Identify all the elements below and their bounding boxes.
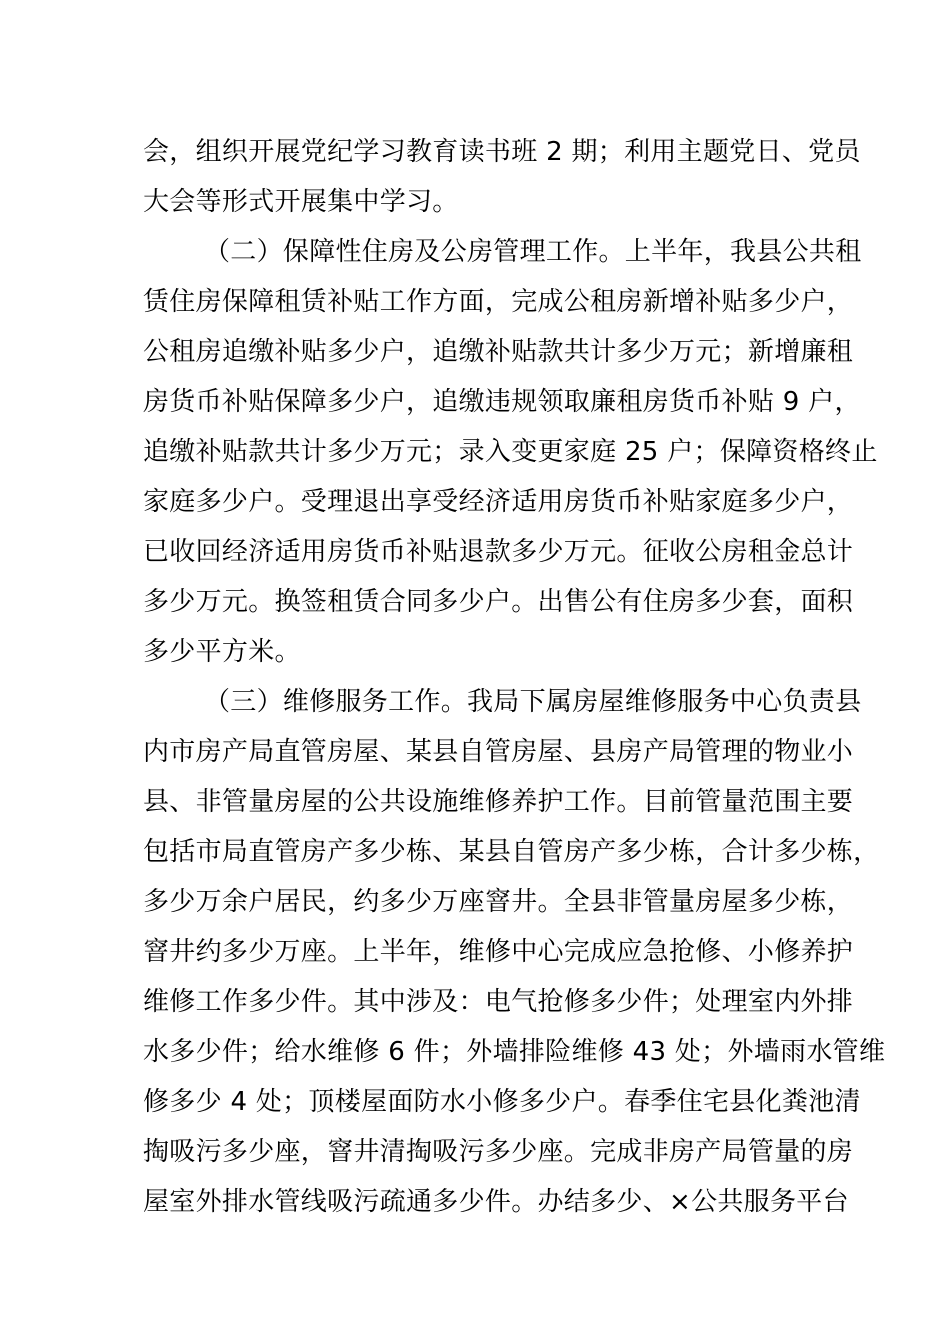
text-line: 追缴补贴款共计多少万元；录入变更家庭 25 户；保障资格终止 [143,437,878,467]
text-line: 修多少 4 处；顶楼屋面防水小修多少户。春季住宅县化粪池清 [143,1087,861,1117]
text-line: 大会等形式开展集中学习。 [143,187,459,217]
text-line: 会，组织开展党纪学习教育读书班 2 期；利用主题党日、党员 [143,137,861,167]
text-line: 多少万元。换签租赁合同多少户。出售公有住房多少套，面积 [143,587,854,617]
text-line: 多少万余户居民，约多少万座窨井。全县非管量房屋多少栋， [143,887,854,917]
text-line: 房货币补贴保障多少户，追缴违规领取廉租房货币补贴 9 户， [143,387,861,417]
section-heading-line: （二）保障性住房及公房管理工作。上半年，我县公共租 [204,237,862,267]
text-line: 水多少件；给水维修 6 件；外墙排险维修 43 处；外墙雨水管维 [143,1037,886,1067]
text-line: 屋室外排水管线吸污疏通多少件。办结多少、×公共服务平台 [143,1187,849,1217]
text-line: 维修工作多少件。其中涉及：电气抢修多少件；处理室内外排 [143,987,854,1017]
text-line: 家庭多少户。受理退出享受经济适用房货币补贴家庭多少户， [143,487,854,517]
text-line: 已收回经济适用房货币补贴退款多少万元。征收公房租金总计 [143,537,854,567]
text-line: 公租房追缴补贴多少户，追缴补贴款共计多少万元；新增廉租 [143,337,854,367]
text-line: 掏吸污多少座，窨井清掏吸污多少座。完成非房产局管量的房 [143,1137,854,1167]
text-line: 赁住房保障租赁补贴工作方面，完成公租房新增补贴多少户， [143,287,854,317]
text-line: 多少平方米。 [143,637,301,667]
text-line: 县、非管量房屋的公共设施维修养护工作。目前管量范围主要 [143,787,854,817]
text-line: 内市房产局直管房屋、某县自管房屋、县房产局管理的物业小 [143,737,854,767]
text-line: 包括市局直管房产多少栋、某县自管房产多少栋，合计多少栋， [143,837,880,867]
section-heading-line: （三）维修服务工作。我局下属房屋维修服务中心负责县 [204,687,862,717]
text-line: 窨井约多少万座。上半年，维修中心完成应急抢修、小修养护 [143,937,854,967]
